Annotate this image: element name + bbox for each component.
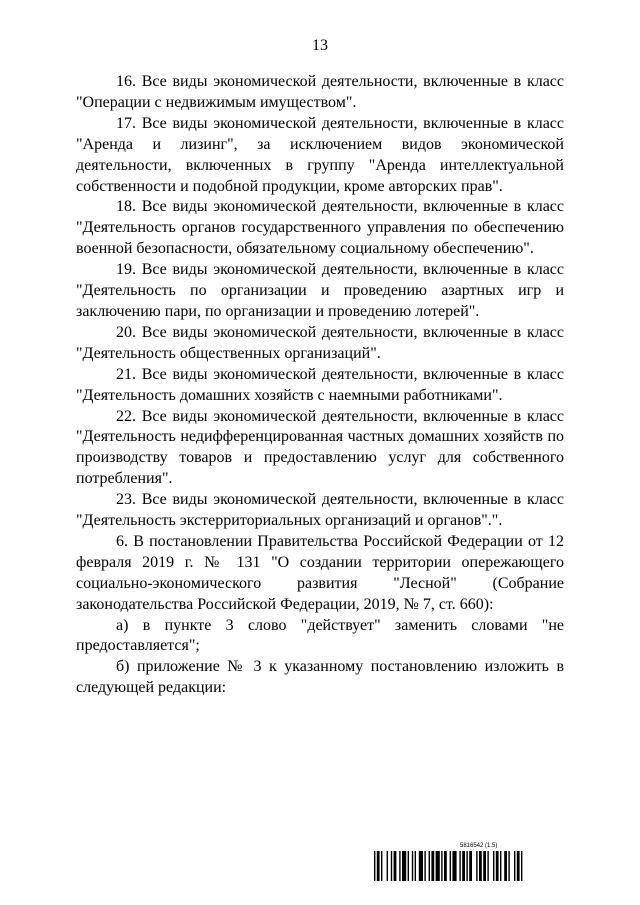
paragraph-item-22: 22. Все виды экономической деятельности, включенные в класс "Деятельность недифференцированная частных домашних хозяйств по производству товаров и предоставлению услуг для собственного потребления". <box>76 407 564 488</box>
paragraph-subpoint-b: б) приложение № 3 к указанному постановлению изложить в следующей редакции: <box>76 658 564 697</box>
paragraph-item-21: 21. Все виды экономической деятельности, включенные в класс "Деятельность домашних хозяйств с наемными работниками". <box>76 365 564 404</box>
barcode-icon <box>374 851 590 881</box>
paragraph-point-6: 6. В постановлении Правительства Российской Федерации от 12 февраля 2019 г. № 131 "О создании территории опережающего социально-экономического развития "Лесной" (Собрание законодательства Российской Федерации, 2019, № 7, ст. 660): <box>76 532 564 613</box>
document-barcode <box>374 843 590 881</box>
barcode-caption: 5816542 (1.5) <box>460 843 498 849</box>
document-body <box>76 72 564 699</box>
paragraph-item-17: 17. Все виды экономической деятельности, включенные в класс "Аренда и лизинг", за исключением видов экономической деятельности, включенных в группу "Аренда интеллектуальной собственности и подобной продукции, кроме авторских прав". <box>76 114 564 195</box>
paragraph-item-18: 18. Все виды экономической деятельности, включенные в класс "Деятельность органов государственного управления по обеспечению военной безопасности, обязательному социальному обеспечению". <box>76 198 564 258</box>
paragraph-item-23: 23. Все виды экономической деятельности, включенные в класс "Деятельность экстерриториальных организаций и органов".". <box>76 491 564 530</box>
paragraph-item-20: 20. Все виды экономической деятельности, включенные в класс "Деятельность общественных организаций". <box>76 323 564 362</box>
paragraph-subpoint-a: а) в пункте 3 слово "действует" заменить словами "не предоставляется"; <box>76 616 564 655</box>
paragraph-item-16: 16. Все виды экономической деятельности, включенные в класс "Операции с недвижимым имуществом". <box>76 73 564 111</box>
paragraph-item-19: 19. Все виды экономической деятельности, включенные в класс "Деятельность по организации и проведению азартных игр и заключению пари, по организации и проведению лотерей". <box>76 261 564 320</box>
page-number: 13 <box>312 37 328 54</box>
